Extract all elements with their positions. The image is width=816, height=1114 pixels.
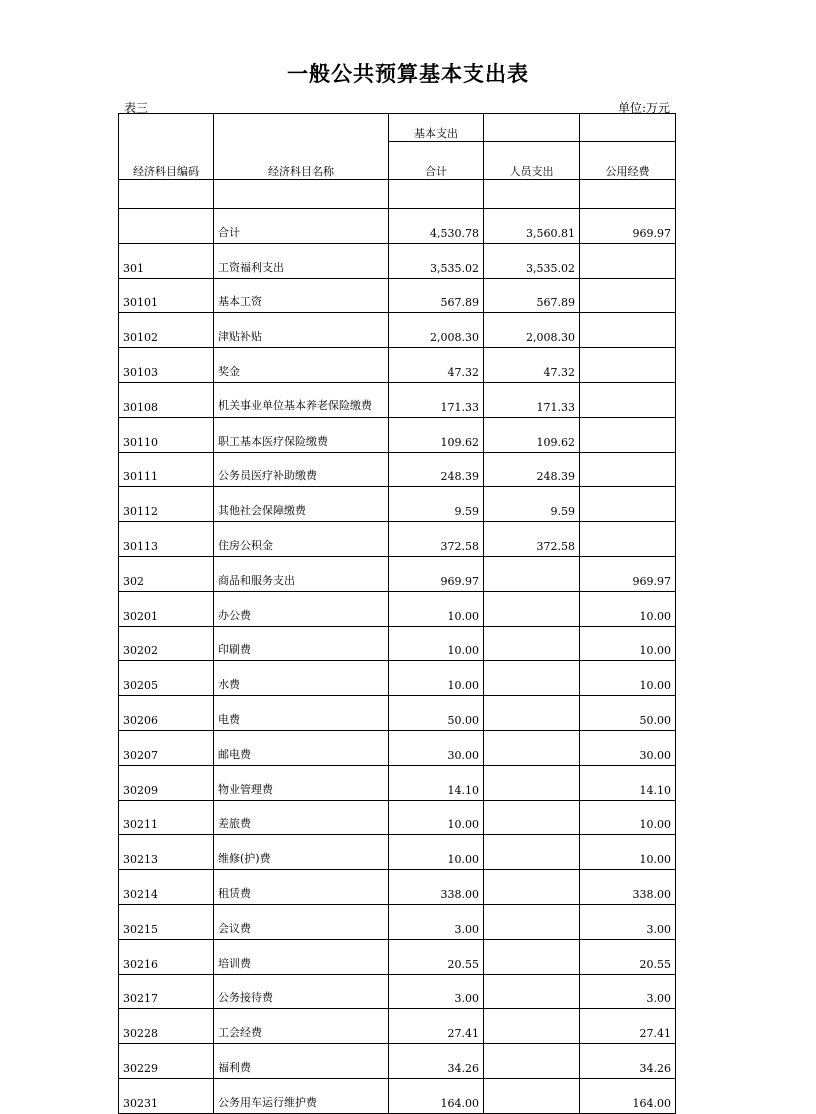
cell-public: 34.26: [580, 1044, 676, 1079]
cell-public: [580, 382, 676, 417]
cell-total: 10.00: [389, 835, 484, 870]
cell-total: 14.10: [389, 765, 484, 800]
cell-total: 567.89: [389, 278, 484, 313]
unit-label: 单位:万元: [617, 101, 670, 115]
cell-code: 30209: [119, 765, 214, 800]
cell-total: 20.55: [389, 939, 484, 974]
cell-code: 30110: [119, 417, 214, 452]
cell-name: 培训费: [214, 939, 389, 974]
cell-public: 10.00: [580, 800, 676, 835]
cell-personnel: [484, 556, 580, 591]
cell-public: 14.10: [580, 765, 676, 800]
cell-name: 福利费: [214, 1044, 389, 1079]
header-public: 公用经费: [580, 142, 676, 180]
cell-personnel: 248.39: [484, 452, 580, 487]
cell-name: 商品和服务支出: [214, 556, 389, 591]
cell-total: 10.00: [389, 591, 484, 626]
table-row: [119, 626, 676, 661]
cell-total: 2,008.30: [389, 313, 484, 348]
cell-public: [580, 313, 676, 348]
cell-personnel: 567.89: [484, 278, 580, 313]
cell-personnel: 9.59: [484, 487, 580, 522]
cell-code: 30111: [119, 452, 214, 487]
cell-personnel: [484, 1009, 580, 1044]
cell-public: 969.97: [580, 209, 676, 244]
cell-personnel: [484, 870, 580, 905]
table-row: [119, 382, 676, 417]
cell-name: 公务接待费: [214, 974, 389, 1009]
cell-total: 171.33: [389, 382, 484, 417]
cell-personnel: [484, 800, 580, 835]
cell-personnel: 171.33: [484, 382, 580, 417]
cell-public: 164.00: [580, 1078, 676, 1113]
cell-personnel: [484, 661, 580, 696]
cell-public: [580, 452, 676, 487]
cell-name: 公务用车运行维护费: [214, 1078, 389, 1113]
cell-total: 50.00: [389, 696, 484, 731]
cell-personnel: [484, 904, 580, 939]
cell-name: 住房公积金: [214, 522, 389, 557]
header-blank-2: [580, 114, 676, 142]
table-row: [119, 209, 676, 244]
table-row: [119, 348, 676, 383]
page-title: 一般公共预算基本支出表: [287, 62, 529, 86]
cell-total: 10.00: [389, 800, 484, 835]
table-row: [119, 591, 676, 626]
cell-name: 租赁费: [214, 870, 389, 905]
table-row: [119, 870, 676, 905]
cell-code: [119, 209, 214, 244]
cell-code: 30229: [119, 1044, 214, 1079]
cell-code: 30215: [119, 904, 214, 939]
cell-total: 47.32: [389, 348, 484, 383]
table-header: [119, 114, 676, 209]
cell-public: 3.00: [580, 974, 676, 1009]
cell-public: 30.00: [580, 730, 676, 765]
cell-personnel: [484, 974, 580, 1009]
cell-personnel: [484, 1044, 580, 1079]
cell-personnel: [484, 730, 580, 765]
cell-total: 34.26: [389, 1044, 484, 1079]
cell-personnel: 3,560.81: [484, 209, 580, 244]
cell-name: 会议费: [214, 904, 389, 939]
table-row: [119, 730, 676, 765]
cell-personnel: 47.32: [484, 348, 580, 383]
cell-code: 30113: [119, 522, 214, 557]
header-blank-1: [484, 114, 580, 142]
table-row: [119, 417, 676, 452]
table-row: [119, 243, 676, 278]
cell-code: 301: [119, 243, 214, 278]
cell-total: 3.00: [389, 974, 484, 1009]
cell-name: 水费: [214, 661, 389, 696]
cell-total: 372.58: [389, 522, 484, 557]
table-row: [119, 800, 676, 835]
cell-total: 9.59: [389, 487, 484, 522]
cell-code: 30102: [119, 313, 214, 348]
cell-public: 10.00: [580, 835, 676, 870]
cell-total: 4,530.78: [389, 209, 484, 244]
cell-code: 30213: [119, 835, 214, 870]
table-number-label: 表三: [124, 101, 149, 115]
cell-code: 30201: [119, 591, 214, 626]
cell-public: 969.97: [580, 556, 676, 591]
table-row: [119, 556, 676, 591]
cell-name: 邮电费: [214, 730, 389, 765]
cell-name: 其他社会保障缴费: [214, 487, 389, 522]
cell-total: 109.62: [389, 417, 484, 452]
cell-public: [580, 243, 676, 278]
cell-total: 248.39: [389, 452, 484, 487]
header-basic: 基本支出: [389, 114, 484, 142]
table-row: [119, 487, 676, 522]
cell-code: 30231: [119, 1078, 214, 1113]
cell-total: 10.00: [389, 661, 484, 696]
cell-total: 3.00: [389, 904, 484, 939]
cell-name: 职工基本医疗保险缴费: [214, 417, 389, 452]
table-row: [119, 765, 676, 800]
cell-total: 338.00: [389, 870, 484, 905]
cell-personnel: [484, 626, 580, 661]
cell-total: 3,535.02: [389, 243, 484, 278]
cell-code: 30103: [119, 348, 214, 383]
cell-code: 30101: [119, 278, 214, 313]
cell-personnel: 3,535.02: [484, 243, 580, 278]
cell-public: [580, 417, 676, 452]
table-row: [119, 313, 676, 348]
cell-public: 10.00: [580, 626, 676, 661]
cell-name: 机关事业单位基本养老保险缴费: [214, 382, 389, 417]
cell-total: 30.00: [389, 730, 484, 765]
cell-personnel: [484, 835, 580, 870]
cell-total: 10.00: [389, 626, 484, 661]
cell-personnel: 109.62: [484, 417, 580, 452]
cell-name: 公务员医疗补助缴费: [214, 452, 389, 487]
cell-code: 30214: [119, 870, 214, 905]
cell-personnel: [484, 591, 580, 626]
cell-public: [580, 348, 676, 383]
header-total: 合计: [389, 142, 484, 180]
table-row: [119, 696, 676, 731]
cell-name: 津贴补贴: [214, 313, 389, 348]
cell-code: 302: [119, 556, 214, 591]
cell-code: 30211: [119, 800, 214, 835]
cell-public: 338.00: [580, 870, 676, 905]
header-code: 经济科目编码: [119, 114, 214, 180]
cell-public: 50.00: [580, 696, 676, 731]
cell-public: 3.00: [580, 904, 676, 939]
cell-total: 969.97: [389, 556, 484, 591]
cell-name: 办公费: [214, 591, 389, 626]
cell-name: 合计: [214, 209, 389, 244]
table-row: [119, 974, 676, 1009]
cell-code: 30202: [119, 626, 214, 661]
cell-code: 30108: [119, 382, 214, 417]
cell-name: 电费: [214, 696, 389, 731]
cell-name: 奖金: [214, 348, 389, 383]
cell-name: 差旅费: [214, 800, 389, 835]
cell-personnel: [484, 765, 580, 800]
cell-public: [580, 487, 676, 522]
header-name: 经济科目名称: [214, 114, 389, 180]
cell-code: 30207: [119, 730, 214, 765]
cell-name: 工会经费: [214, 1009, 389, 1044]
table-row: [119, 278, 676, 313]
table-row: [119, 1009, 676, 1044]
cell-name: 基本工资: [214, 278, 389, 313]
cell-code: 30217: [119, 974, 214, 1009]
cell-code: 30112: [119, 487, 214, 522]
cell-personnel: 372.58: [484, 522, 580, 557]
cell-personnel: 2,008.30: [484, 313, 580, 348]
cell-name: 印刷费: [214, 626, 389, 661]
header-personnel: 人员支出: [484, 142, 580, 180]
table-row: [119, 835, 676, 870]
cell-name: 工资福利支出: [214, 243, 389, 278]
cell-personnel: [484, 939, 580, 974]
table-row: [119, 661, 676, 696]
cell-public: 27.41: [580, 1009, 676, 1044]
cell-code: 30206: [119, 696, 214, 731]
header-spacer-row: [119, 180, 676, 209]
cell-name: 物业管理费: [214, 765, 389, 800]
cell-code: 30228: [119, 1009, 214, 1044]
table-body: [119, 209, 676, 1114]
cell-code: 30216: [119, 939, 214, 974]
cell-public: [580, 278, 676, 313]
table-row: [119, 1044, 676, 1079]
cell-code: 30205: [119, 661, 214, 696]
table-row: [119, 939, 676, 974]
budget-table: [118, 113, 676, 1114]
cell-name: 维修(护)费: [214, 835, 389, 870]
cell-personnel: [484, 1078, 580, 1113]
table-row: [119, 452, 676, 487]
table-row: [119, 904, 676, 939]
cell-public: 20.55: [580, 939, 676, 974]
cell-total: 164.00: [389, 1078, 484, 1113]
cell-public: [580, 522, 676, 557]
cell-total: 27.41: [389, 1009, 484, 1044]
cell-public: 10.00: [580, 661, 676, 696]
cell-personnel: [484, 696, 580, 731]
table-row: [119, 522, 676, 557]
table-row: [119, 1078, 676, 1113]
cell-public: 10.00: [580, 591, 676, 626]
